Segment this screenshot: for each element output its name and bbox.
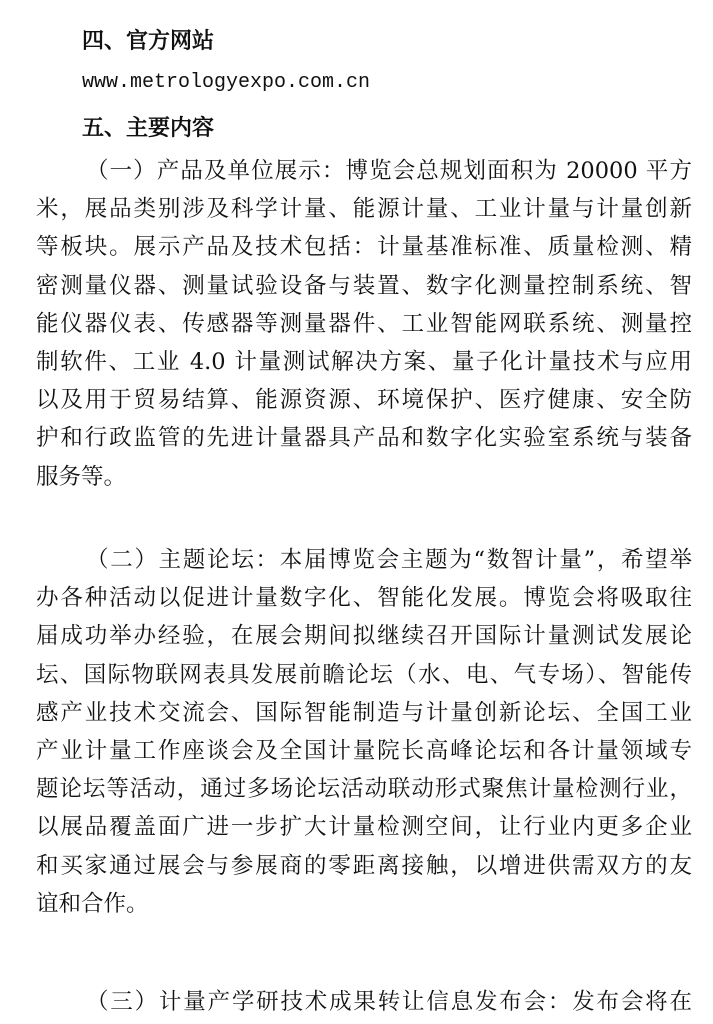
official-website-url: www.metrologyexpo.com.cn — [82, 71, 371, 94]
section-heading-main-content: 五、主要内容 — [82, 116, 215, 141]
text-line: （一）产品及单位展示：博览会总规划面积为 20000 平方 — [86, 158, 692, 184]
text-line: 等板块。展示产品及技术包括：计量基准标准、质量检测、精 — [36, 234, 692, 261]
text-line: 和买家通过展会与参展商的零距离接触，以增进供需双方的友 — [36, 852, 692, 879]
text-line: 制软件、工业 4.0 计量测试解决方案、量子化计量技术与应用 — [36, 348, 692, 375]
paragraph-theme-forum — [36, 541, 692, 923]
text-line: 办各种活动以促进计量数字化、智能化发展。博览会将吸取往 — [36, 585, 692, 612]
text-line: 米，展品类别涉及科学计量、能源计量、工业计量与计量创新 — [36, 196, 692, 223]
paragraph-tech-transfer — [36, 983, 692, 1021]
text-line: 题论坛等活动，通过多场论坛活动联动形式聚焦计量检测行业， — [36, 776, 692, 803]
text-line: （二）主题论坛：本届博览会主题为“数智计量”，希望举 — [86, 547, 692, 573]
text-line: 感产业技术交流会、国际智能制造与计量创新论坛、全国工业 — [36, 699, 692, 726]
section-heading-official-website: 四、官方网站 — [82, 29, 215, 54]
text-line: 能仪器仪表、传感器等测量器件、工业智能网联系统、测量控 — [36, 310, 692, 337]
text-line: 产业计量工作座谈会及全国计量院长高峰论坛和各计量领域专 — [36, 737, 692, 764]
text-line: 坛、国际物联网表具发展前瞻论坛（水、电、气专场）、智能传 — [36, 661, 692, 688]
text-line: 届成功举办经验，在展会期间拟继续召开国际计量测试发展论 — [36, 623, 692, 650]
text-line: 以及用于贸易结算、能源资源、环境保护、医疗健康、安全防 — [36, 387, 692, 414]
text-line: 密测量仪器、测量试验设备与装置、数字化测量控制系统、智 — [36, 272, 692, 299]
text-line: （三）计量产学研技术成果转让信息发布会：发布会将在 — [86, 989, 692, 1015]
text-line: 护和行政监管的先进计量器具产品和数字化实验室系统与装备 — [36, 425, 692, 452]
paragraph-product-exhibition — [36, 152, 692, 496]
text-line: 谊和合作。 — [36, 890, 149, 917]
text-line: 以展品覆盖面广进一步扩大计量检测空间，让行业内更多企业 — [36, 814, 692, 841]
text-line: 服务等。 — [36, 463, 127, 490]
